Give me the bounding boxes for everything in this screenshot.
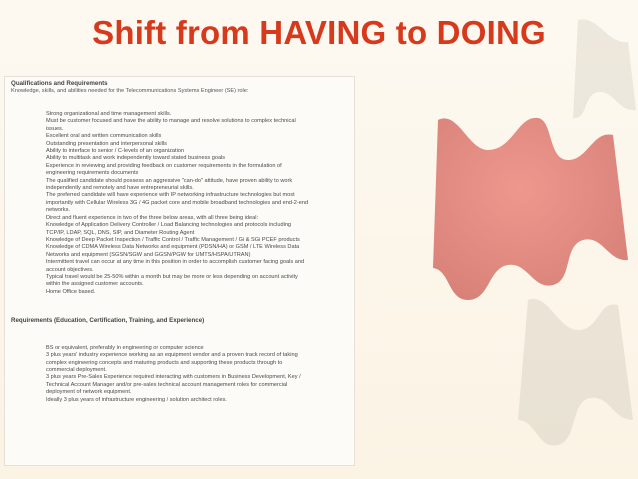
qualifications-list xyxy=(11,111,350,296)
qualification-line: The preferred candidate will have experience with IP networking infrastructure technologies but most xyxy=(46,192,295,199)
qualifications-intro: Knowledge, skills, and abilities needed for the Telecommunications Systems Engineer (SE) role: xyxy=(11,87,249,94)
qualification-line: Ability to interface to senior / C-levels of an organization xyxy=(46,148,185,155)
requirement-line: deployment of network equipment. xyxy=(46,389,132,396)
qualification-line: Knowledge of CDMA Wireless Data Networks and equipment (PDSN/HA) or GSM / LTE Wireless Data xyxy=(46,244,300,251)
puzzle-piece-decoration xyxy=(378,0,638,479)
qualification-line: The qualified candidate should possess an aggressive "can-do" attitude, have proven ability to work xyxy=(46,177,293,184)
qualification-line: engineering requirements documents xyxy=(46,170,139,177)
requirement-line: complex engineering concepts and maturing products and supporting these products through to xyxy=(46,359,283,366)
qualification-line: Knowledge of Application Delivery Controller / Load Balancing technologies and protocols including xyxy=(46,222,292,229)
requirement-line: commercial deployment. xyxy=(46,366,107,373)
qualification-line: Must be customer focused and have the ability to manage and resolve solutions to complex technical xyxy=(46,118,296,125)
requirement-line: Technical Account Manager and/or pre-sales technical account management roles for commercial xyxy=(46,381,288,388)
qualification-line: issues. xyxy=(46,125,64,132)
qualification-line: networks. xyxy=(46,207,70,214)
requirement-line: Ideally 3 plus years of infrastructure engineering / solution architect roles. xyxy=(46,396,227,403)
requirements-list xyxy=(11,345,350,404)
qualification-line: TCP/IP, LDAP, SQL, DNS, SIP, and Diameter Routing Agent xyxy=(46,229,195,236)
qualification-line: Direct and fluent experience in two of the three below areas, with all three being ideal: xyxy=(46,214,259,221)
requirement-line: 3 plus years' industry experience working as an equipment vendor and a proven track record of taking xyxy=(46,352,298,359)
slide-title: Shift from HAVING to DOING xyxy=(92,14,546,51)
qualification-line: Knowledge of Deep Packet Inspection / Traffic Control / Traffic Management / Gi & SGi PCEF products xyxy=(46,236,300,243)
qualification-line: Ability to multitask and work independently toward stated business goals xyxy=(46,155,226,162)
qualification-line: Home Office based. xyxy=(46,288,96,295)
qualification-line: Strong organizational and time management skills. xyxy=(46,111,172,117)
qualification-line: Typical travel would be 25-50% within a month but may be more or less depending on account activity xyxy=(46,273,298,280)
qualifications-heading: Qualifications and Requirements xyxy=(11,80,108,87)
qualification-line: independently and remotely and have entrepreneurial skills. xyxy=(46,185,194,192)
qualification-line: Excellent oral and written communication skills xyxy=(46,133,162,140)
requirements-heading: Requirements (Education, Certification, Training, and Experience) xyxy=(11,317,205,325)
qualification-line: Experience in reviewing and providing feedback on customer requirements in the formulation of xyxy=(46,162,282,169)
qualification-line: account objectives. xyxy=(46,266,94,273)
qualification-line: within the assigned customer accounts. xyxy=(46,281,144,288)
requirement-line: 3 plus years Pre-Sales Experience required interacting with customers in Business Development, Key / xyxy=(46,374,301,381)
qualification-line: Networks and equipment (SGSN/SGW and GGSN/PGW for UMTS/HSPA/UTRAN) xyxy=(46,251,251,258)
qualification-line: Intermittent travel can occur at any time in this position in order to accomplish customer facing goals and xyxy=(46,259,305,266)
requirement-line: BS or equivalent, preferably in engineering or computer science xyxy=(46,344,204,351)
qualification-line: importantly with Cellular Wireless 3G / 4G packet core and mobile broadband technologies and end-2-end xyxy=(46,199,309,206)
qualification-line: Outstanding presentation and interpersonal skills xyxy=(46,140,167,147)
job-description-document xyxy=(4,76,355,466)
